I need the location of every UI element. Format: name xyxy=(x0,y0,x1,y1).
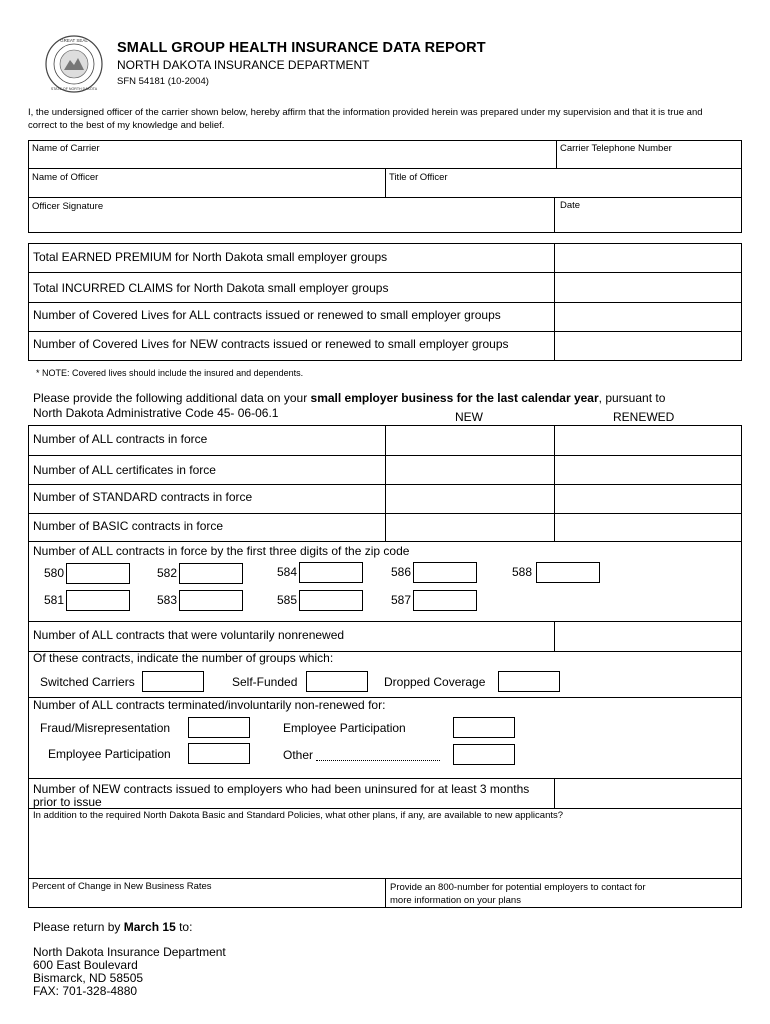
zip-584-field[interactable] xyxy=(299,562,363,583)
zip-587-field[interactable] xyxy=(413,590,477,611)
zip-585-label: 585 xyxy=(277,593,298,607)
carrier-telephone-field[interactable] xyxy=(558,155,740,167)
name-of-carrier-label: Name of Carrier xyxy=(32,143,100,154)
return-deadline: Please return by March 15 to: xyxy=(33,920,193,934)
earned-premium-field[interactable] xyxy=(556,245,740,271)
fraud-label: Fraud/Misrepresentation xyxy=(40,721,171,735)
form-title: SMALL GROUP HEALTH INSURANCE DATA REPORT xyxy=(117,40,486,56)
zip-586-field[interactable] xyxy=(413,562,477,583)
percent-change-field[interactable] xyxy=(30,893,382,907)
officer-signature-label: Officer Signature xyxy=(32,201,104,212)
provide-800-label: Provide an 800-number for potential employers to contact for more information on your plans xyxy=(390,882,646,906)
address-line-3: Bismarck, ND 58505 xyxy=(33,971,144,985)
carrier-telephone-label: Carrier Telephone Number xyxy=(560,143,672,154)
other-field[interactable] xyxy=(453,744,515,765)
new-contracts-uninsured-field[interactable] xyxy=(556,780,740,807)
name-of-carrier-field[interactable] xyxy=(30,155,552,167)
zip-583-label: 583 xyxy=(157,593,178,607)
new-contracts-uninsured-label: Number of NEW contracts issued to employers who had been uninsured for at least 3 months prior to issue xyxy=(33,782,530,809)
zip-583-field[interactable] xyxy=(179,590,243,611)
basic-contracts-renewed-field[interactable] xyxy=(556,515,740,540)
svg-text:GREAT SEAL: GREAT SEAL xyxy=(60,38,88,43)
zip-582-field[interactable] xyxy=(179,563,243,584)
standard-contracts-renewed-field[interactable] xyxy=(556,486,740,512)
zip-581-field[interactable] xyxy=(66,590,130,611)
employee-participation-left-field[interactable] xyxy=(188,743,250,764)
earned-premium-label: Total EARNED PREMIUM for North Dakota small employer groups xyxy=(33,250,388,264)
state-seal-logo xyxy=(44,34,104,94)
zip-588-field[interactable] xyxy=(536,562,600,583)
admin-code-reference: North Dakota Administrative Code 45- 06-06.1 xyxy=(33,406,279,420)
dropped-coverage-label: Dropped Coverage xyxy=(384,675,486,689)
zip-585-field[interactable] xyxy=(299,590,363,611)
zip-581-label: 581 xyxy=(44,593,65,607)
basic-contracts-new-field[interactable] xyxy=(387,515,552,540)
zip-580-label: 580 xyxy=(44,566,65,580)
employee-participation-right-field[interactable] xyxy=(453,717,515,738)
zip-588-label: 588 xyxy=(512,565,533,579)
self-funded-label: Self-Funded xyxy=(232,675,298,689)
covered-lives-all-label: Number of Covered Lives for ALL contracts issued or renewed to small employer groups xyxy=(33,308,501,322)
additional-data-intro: Please provide the following additional data on your small employer business for the last calendar year, pursuant to xyxy=(33,391,666,405)
all-certificates-renewed-field[interactable] xyxy=(556,457,740,483)
column-header-renewed: RENEWED xyxy=(613,410,675,424)
zip-582-label: 582 xyxy=(157,566,178,580)
fraud-field[interactable] xyxy=(188,717,250,738)
fax-number: FAX: 701-328-4880 xyxy=(33,984,138,998)
standard-contracts-new-field[interactable] xyxy=(387,486,552,512)
address-line-2: 600 East Boulevard xyxy=(33,958,138,972)
department-name: NORTH DAKOTA INSURANCE DEPARTMENT xyxy=(117,58,370,72)
other-reason-field[interactable] xyxy=(316,760,440,761)
dropped-coverage-field[interactable] xyxy=(498,671,560,692)
standard-contracts-label: Number of STANDARD contracts in force xyxy=(33,490,253,504)
form-number: SFN 54181 (10-2004) xyxy=(117,76,209,87)
other-label: Other xyxy=(283,748,314,762)
officer-signature-field[interactable] xyxy=(30,214,550,231)
voluntarily-nonrenewed-label: Number of ALL contracts that were voluntarily nonrenewed xyxy=(33,628,345,642)
terminated-heading: Number of ALL contracts terminated/involuntarily non-renewed for: xyxy=(33,698,386,712)
percent-change-label: Percent of Change in New Business Rates xyxy=(32,881,212,892)
covered-lives-note: * NOTE: Covered lives should include the insured and dependents. xyxy=(36,368,304,378)
name-of-officer-field[interactable] xyxy=(30,184,382,196)
all-contracts-label: Number of ALL contracts in force xyxy=(33,432,208,446)
all-contracts-new-field[interactable] xyxy=(387,427,552,454)
switched-carriers-field[interactable] xyxy=(142,671,204,692)
employee-participation-left-label: Employee Participation xyxy=(48,747,171,761)
title-of-officer-label: Title of Officer xyxy=(389,172,448,183)
zip-586-label: 586 xyxy=(391,565,412,579)
zip-584-label: 584 xyxy=(277,565,298,579)
all-certificates-new-field[interactable] xyxy=(387,457,552,483)
zip-580-field[interactable] xyxy=(66,563,130,584)
address-line-1: North Dakota Insurance Department xyxy=(33,945,226,959)
incurred-claims-label: Total INCURRED CLAIMS for North Dakota small employer groups xyxy=(33,281,389,295)
other-plans-field[interactable] xyxy=(30,824,740,876)
self-funded-field[interactable] xyxy=(306,671,368,692)
date-label: Date xyxy=(560,200,581,211)
switched-carriers-label: Switched Carriers xyxy=(40,675,135,689)
groups-heading: Of these contracts, indicate the number of groups which: xyxy=(33,651,334,665)
covered-lives-new-label: Number of Covered Lives for NEW contracts issued or renewed to small employer groups xyxy=(33,337,509,351)
title-of-officer-field[interactable] xyxy=(387,184,739,196)
svg-text:STATE OF NORTH DAKOTA: STATE OF NORTH DAKOTA xyxy=(50,87,98,91)
basic-contracts-label: Number of BASIC contracts in force xyxy=(33,519,224,533)
voluntarily-nonrenewed-field[interactable] xyxy=(556,623,740,650)
zip-code-heading: Number of ALL contracts in force by the first three digits of the zip code xyxy=(33,544,410,558)
employee-participation-right-label: Employee Participation xyxy=(283,721,406,735)
zip-587-label: 587 xyxy=(391,593,412,607)
other-plans-label: In addition to the required North Dakota Basic and Standard Policies, what other plans, if any, are available to new applicants? xyxy=(33,810,564,821)
covered-lives-all-field[interactable] xyxy=(556,304,740,330)
incurred-claims-field[interactable] xyxy=(556,274,740,301)
date-field[interactable] xyxy=(558,213,740,231)
affirmation-text: I, the undersigned officer of the carrier shown below, hereby affirm that the information provided herein was prepared under my supervision and that it is true and correct to the best of my knowledge and belief. xyxy=(28,107,703,131)
name-of-officer-label: Name of Officer xyxy=(32,172,99,183)
column-header-new: NEW xyxy=(455,410,483,424)
covered-lives-new-field[interactable] xyxy=(556,333,740,360)
all-contracts-renewed-field[interactable] xyxy=(556,427,740,454)
all-certificates-label: Number of ALL certificates in force xyxy=(33,463,216,477)
